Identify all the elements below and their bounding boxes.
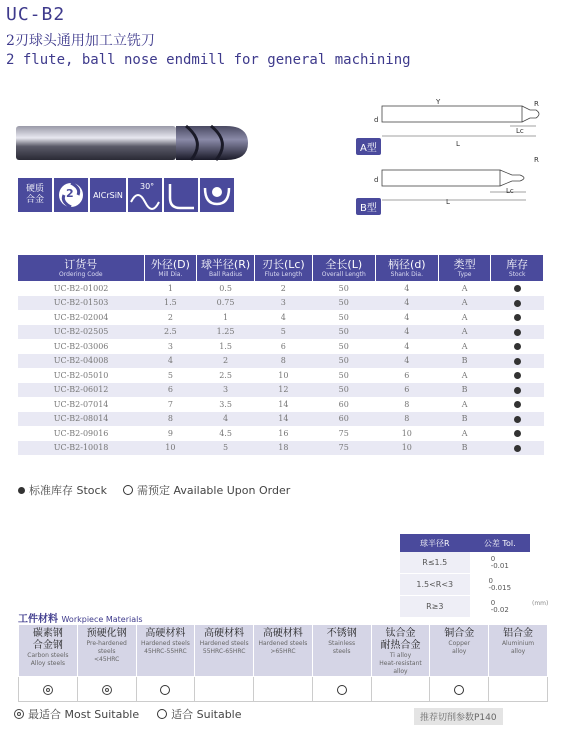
stock-legend-label: 标准库存 Stock [29,484,107,497]
material-header [254,625,313,677]
stock-dot-icon [514,430,521,437]
cell-r: 5 [197,441,255,456]
cell-lc: 4 [280,312,286,322]
cell-l: 60 [338,399,349,409]
stock-dot-icon [514,314,521,321]
cell-l: 50 [312,325,375,340]
col-stock [491,255,544,281]
cell-d: 8 [375,412,438,427]
col-en: Shank Dia. [390,271,423,278]
product-title-cn: 2刃球头通用加工立铣刀 [6,33,155,49]
cell-d: 4 [375,354,438,369]
cell-stock [491,339,544,354]
material-en: Aluminium alloy [501,640,535,655]
cell-d: 6 [375,383,438,398]
cell-r: 1.5 [219,341,232,351]
cell-r: 0.5 [219,283,232,293]
tol-row [400,596,530,618]
cell-code: UC-B2-04008 [18,354,144,369]
stock-dot-icon [18,487,25,494]
material-cn: 高硬材料 [262,628,303,639]
col-en: Ball Radius [208,271,243,278]
cell-r: 3 [197,383,255,398]
tol-lower: -0.02 [490,605,509,614]
cell-l: 75 [338,428,349,438]
cell-r: 2 [197,354,255,369]
suitable-icon [454,685,464,695]
material-cn: 高硬材料 [145,628,186,639]
feature-icons [18,178,234,214]
cell-d: 2.5 [144,325,197,340]
material-header [195,625,254,677]
spec-row [18,426,544,441]
cell-d: 8 [144,412,197,427]
material-suitability [254,677,313,702]
ball-profile-icon [164,178,198,212]
cell-l: 50 [338,283,349,293]
material-en: Hardened steels 45HRC-55HRC [140,640,190,655]
col-ball-radius [197,255,255,281]
carbide-label: 硬质 合金 [25,184,44,205]
material-header [136,625,195,677]
cell-d: 10 [144,441,197,456]
stock-dot-icon [514,416,521,423]
flute-count-label: 2 [66,187,74,200]
cell-l: 50 [312,296,375,311]
most-suitable-label: 最适合 Most Suitable [28,708,140,721]
cell-r: 3.5 [219,399,232,409]
spec-row [18,397,544,412]
type-b-tag: B型 [356,198,381,215]
col-en: Mill Dia. [158,271,183,278]
l-label-b: L [446,198,450,206]
cell-lc: 18 [254,441,312,456]
material-en: Hardened steels >65HRC [258,640,308,655]
material-suitability [312,677,371,702]
cell-l: 50 [338,341,349,351]
spec-table [18,255,544,455]
cell-lc: 8 [254,354,312,369]
cell-stock [491,325,544,340]
stock-dot-icon [514,285,521,292]
col-en: Overall Length [321,271,366,278]
spec-row [18,368,544,383]
product-code: UC-B2 [6,4,66,25]
material-suitability [489,677,548,702]
cell-code: UC-B2-01503 [18,296,144,311]
cell-type: A [438,296,491,311]
cell-d: 1 [167,283,173,293]
cell-stock [491,281,544,296]
cell-r: 4 [197,412,255,427]
material-en: Pre-hardened steels <45HRC [86,640,127,663]
endmill-photo [16,120,248,166]
cell-lc: 10 [278,370,289,380]
material-en: Hardened steels 55HRC-65HRC [199,640,249,655]
col-en: Type [457,271,472,278]
type-a-tag: A型 [356,138,381,155]
cell-code: UC-B2-09016 [53,428,109,438]
cell-d: 5 [167,370,173,380]
cell-lc: 2 [280,283,286,293]
material-header [371,625,430,677]
cell-d: 3 [167,341,173,351]
material-suitability [136,677,195,702]
cell-d: 4 [404,312,410,322]
cell-type: A [461,283,468,293]
material-suitability [371,677,430,702]
order-legend-label: 需预定 Available Upon Order [136,484,291,497]
col-cn: 库存 [506,258,529,271]
cell-d: 4 [404,341,410,351]
cell-lc: 5 [254,325,312,340]
material-suitability [77,677,136,702]
cell-stock [491,397,544,412]
material-en: Carbon steels Alloy steels [27,652,69,667]
diameter-label-a: d [374,116,379,124]
tol-head-radius: 球半径R [400,534,470,552]
col-cn: 外径(D) [150,258,190,271]
material-suitability [430,677,489,702]
tol-value [470,552,530,574]
col-ordering-code [18,255,144,281]
cell-d: 6 [144,383,197,398]
suitable-label: 适合 Suitable [171,708,242,721]
cell-r: 1 [223,312,229,322]
most-suitable-icon [14,709,24,719]
cell-lc: 3 [254,296,312,311]
tolerance-unit: (mm) [532,600,549,607]
material-suitability [195,677,254,702]
material-header [312,625,371,677]
tol-lower: -0.015 [488,583,512,592]
spec-row [18,383,544,398]
cell-type: A [461,312,468,322]
material-cn: 预硬化钢 [86,628,127,639]
stock-dot-icon [514,358,521,365]
material-header [77,625,136,677]
col-type [438,255,491,281]
cell-lc: 12 [254,383,312,398]
material-en: Ti alloy Heat-resistant alloy [379,652,422,675]
type-a-drawing [370,96,550,156]
product-title-en: 2 flute, ball nose endmill for general machining [6,52,411,68]
cell-l: 50 [338,312,349,322]
cell-type: B [438,412,491,427]
stock-dot-icon [514,372,521,379]
cell-type: A [461,370,468,380]
cell-code: UC-B2-01002 [53,283,109,293]
spec-row [18,339,544,354]
stock-dot-icon [514,329,521,336]
tol-row [400,574,530,596]
cell-code: UC-B2-03006 [53,341,109,351]
cell-stock [491,354,544,369]
stock-dot-icon [514,445,521,452]
spec-row [18,281,544,296]
radius-label-a: R [534,100,539,108]
cell-r: 4.5 [219,428,232,438]
cell-code: UC-B2-06012 [18,383,144,398]
cell-r: 2.5 [219,370,232,380]
cell-code: UC-B2-02505 [18,325,144,340]
col-cn: 订货号 [64,258,98,271]
cell-code: UC-B2-02004 [53,312,109,322]
tol-head-tol: 公差 Tol. [470,534,530,552]
col-cn: 柄径(d) [388,258,426,271]
lc-label-a: Lc [516,127,524,135]
workpiece-title-cn: 工件材料 [18,614,58,625]
cell-stock [491,296,544,311]
col-cn: 类型 [453,258,476,271]
cell-code: UC-B2-07014 [53,399,109,409]
cell-stock [491,383,544,398]
most-suitable-icon [43,685,53,695]
cell-d: 8 [404,399,410,409]
tolerance-table [400,534,530,618]
cell-type: A [461,399,468,409]
material-cn: 碳素钢 合金钢 [32,628,63,651]
material-en: Copper alloy [448,640,471,655]
material-cn: 高硬材料 [204,628,245,639]
tol-upper: 0 [490,554,496,563]
suitability-legend [14,706,242,722]
workpiece-title-en: Workpiece Materials [61,615,143,624]
col-en: Flute Length [264,271,303,278]
type-b-drawing [370,160,550,216]
l-label-a: L [456,140,460,148]
radius-label-b: R [534,156,539,164]
tol-row [400,552,530,574]
tol-upper: 0 [490,598,496,607]
cell-d: 4 [144,354,197,369]
stock-dot-icon [514,401,521,408]
cell-stock [491,310,544,325]
spec-row [18,325,544,340]
most-suitable-icon [102,685,112,695]
material-cn: 铝合金 [503,628,534,639]
cell-d: 6 [404,370,410,380]
col-cn: 刃长(Lc) [261,258,305,271]
col-en: Stock [508,271,526,278]
helix-30-icon [128,178,162,212]
carbide-icon [18,178,52,212]
spec-row [18,296,544,311]
spec-row [18,354,544,369]
coating-label: AlCrSiN [93,190,123,200]
tol-range: R≥3 [400,596,470,618]
cell-stock [491,441,544,456]
cell-l: 50 [312,383,375,398]
cutting-params-reference[interactable]: 推荐切削参数P140 [414,708,503,725]
spec-table-header [18,255,544,281]
cell-type: A [461,341,468,351]
cell-type: B [438,354,491,369]
cell-code: UC-B2-08014 [18,412,144,427]
col-cn: 球半径(R) [200,258,251,271]
col-shank-dia [375,255,438,281]
cell-stock [491,368,544,383]
stock-dot-icon [514,300,521,307]
col-overall-length [312,255,375,281]
material-cn: 不锈钢 [326,628,357,639]
col-mill-dia [144,255,197,281]
cell-l: 60 [312,412,375,427]
stock-legend [18,482,290,498]
tol-upper: 0 [488,576,493,585]
cell-d: 10 [375,441,438,456]
tol-value [470,574,530,596]
helix-angle-label: 30° [140,182,155,191]
cell-d: 9 [167,428,173,438]
cell-lc: 14 [278,399,289,409]
cell-d: 4 [375,296,438,311]
tol-range: R≤1.5 [400,552,470,574]
stock-dot-icon [514,343,521,350]
tol-range: 1.5<R<3 [400,574,470,596]
cell-d: 7 [167,399,173,409]
workpiece-table [18,624,548,702]
material-suitability [19,677,78,702]
cell-code: UC-B2-10018 [18,441,144,456]
suitable-icon [337,685,347,695]
tol-lower: -0.01 [490,561,509,570]
workpiece-title [18,610,143,625]
material-cn: 钛合金 耐热合金 [380,628,421,651]
cell-d: 1.5 [144,296,197,311]
suitable-icon [157,709,167,719]
tol-value [470,596,530,618]
cell-lc: 14 [254,412,312,427]
cell-type: B [438,383,491,398]
col-flute-length [254,255,312,281]
cell-d: 4 [404,283,410,293]
cell-type: A [438,325,491,340]
two-flute-icon [54,178,88,212]
cell-stock [491,426,544,441]
cell-d: 10 [401,428,412,438]
col-cn: 全长(L) [325,258,363,271]
suitable-icon [160,685,170,695]
cell-l: 50 [312,354,375,369]
cell-d: 4 [375,325,438,340]
material-en: Stainless steels [328,640,356,655]
spec-row [18,412,544,427]
material-header [489,625,548,677]
cell-lc: 16 [278,428,289,438]
cell-type: A [461,428,468,438]
ball-radius-icon [200,178,234,212]
cell-r: 1.25 [197,325,255,340]
lc-label-b: Lc [506,187,514,195]
coating-icon [90,178,126,212]
cell-r: 0.75 [197,296,255,311]
stock-dot-icon [514,387,521,394]
cell-d: 2 [167,312,173,322]
col-en: Ordering Code [59,271,103,278]
cell-code: UC-B2-05010 [53,370,109,380]
cell-stock [491,412,544,427]
order-ring-icon [123,485,133,495]
y-label-a: Y [436,98,441,106]
spec-row [18,441,544,456]
spec-row [18,310,544,325]
cell-l: 50 [338,370,349,380]
cell-lc: 6 [280,341,286,351]
material-header [430,625,489,677]
material-header [19,625,78,677]
cell-type: B [438,441,491,456]
cell-l: 75 [312,441,375,456]
material-cn: 铜合金 [444,628,475,639]
diameter-label-b: d [374,176,379,184]
